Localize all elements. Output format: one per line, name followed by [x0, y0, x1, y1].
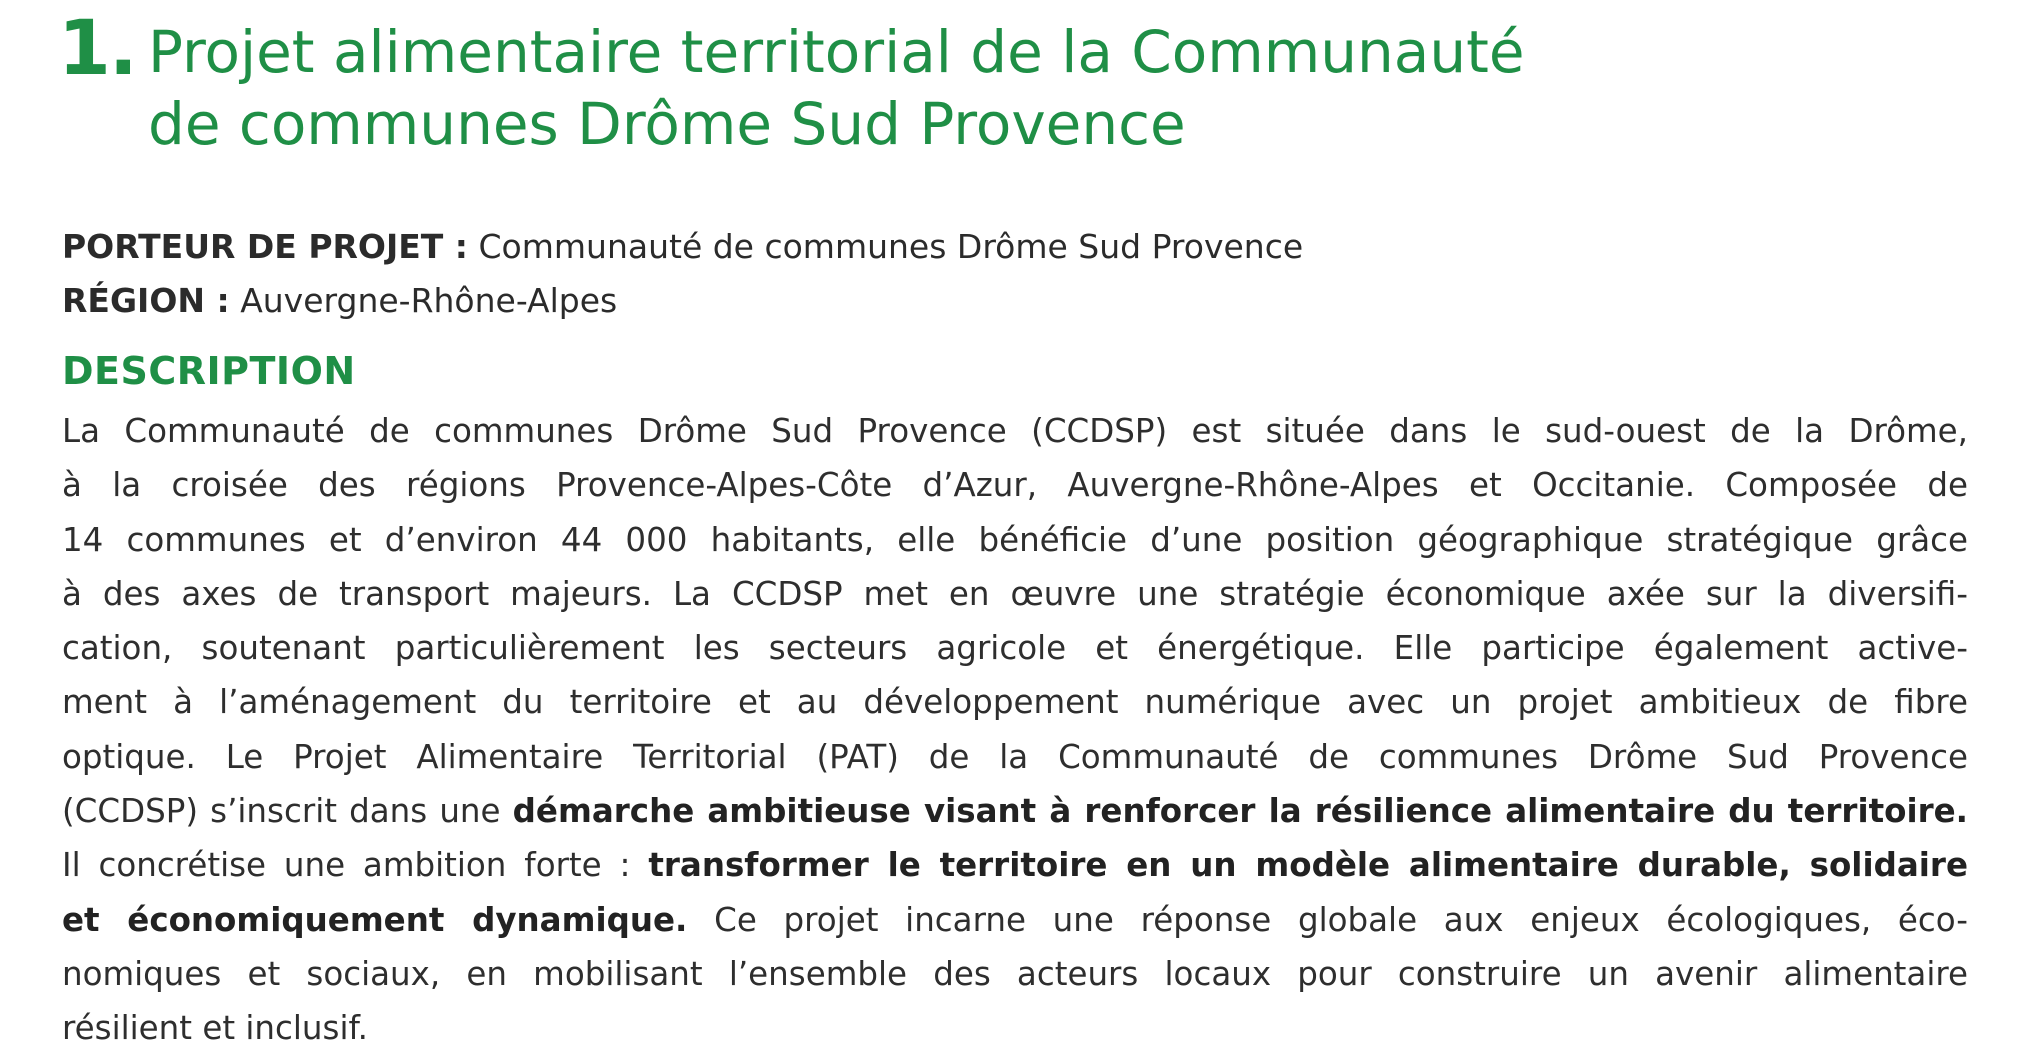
region-label: RÉGION :	[62, 281, 230, 320]
body-line: cation, soutenant particulièrement les secteurs agricole et énergétique. Elle participe également active-	[62, 629, 1968, 668]
body-text-segment: (CCDSP) s’inscrit dans une	[62, 792, 513, 831]
porteur-value: Communauté de communes Drôme Sud Provence	[478, 227, 1304, 266]
body-line	[62, 893, 1968, 947]
body-line	[62, 838, 1968, 892]
emphasis-text: transformer le territoire en un modèle alimentaire durable, solidaire	[648, 846, 1968, 885]
emphasis-text: et économiquement dynamique.	[62, 900, 688, 939]
page-title	[148, 16, 1948, 160]
body-line: La Communauté de communes Drôme Sud Provence (CCDSP) est située dans le sud-ouest de la Drôme,	[62, 412, 1968, 450]
porteur-label: PORTEUR DE PROJET :	[62, 227, 469, 266]
body-line: résilient et inclusif.	[62, 1009, 368, 1048]
region-row	[62, 274, 1303, 328]
section-number: 1.	[58, 3, 136, 92]
body-line	[62, 784, 1968, 838]
region-value: Auvergne-Rhône-Alpes	[240, 281, 618, 320]
title-line-2: de communes Drôme Sud Provence	[148, 90, 1186, 158]
porteur-row	[62, 220, 1303, 274]
body-text-segment: Il concrétise une ambition forte :	[62, 846, 649, 885]
body-line: ment à l’aménagement du territoire et au développement numérique avec un projet ambitieux de fibre	[62, 683, 1968, 722]
body-line: à la croisée des régions Provence-Alpes-Côte d’Azur, Auvergne-Rhône-Alpes et Occitanie. Composée de	[62, 466, 1968, 505]
body-line: 14 communes et d’environ 44 000 habitants, elle bénéficie d’une position géographique stratégique grâce	[62, 520, 1968, 559]
project-meta	[62, 220, 1303, 328]
title-line-1: Projet alimentaire territorial de la Communauté	[148, 18, 1525, 86]
description-heading: DESCRIPTION	[62, 349, 356, 393]
body-line: nomiques et sociaux, en mobilisant l’ensemble des acteurs locaux pour construire un avenir alimentaire	[62, 954, 1968, 993]
body-text-segment: Ce projet incarne une réponse globale aux enjeux écologiques, éco-	[687, 900, 1969, 939]
emphasis-text: démarche ambitieuse visant à renforcer la résilience alimentaire du territoire.	[512, 792, 1968, 831]
description-body	[62, 404, 1968, 1056]
body-line: optique. Le Projet Alimentaire Territorial (PAT) de la Communauté de communes Drôme Sud Provence	[62, 737, 1968, 776]
body-line: à des axes de transport majeurs. La CCDSP met en œuvre une stratégie économique axée sur la diversifi-	[62, 574, 1968, 613]
